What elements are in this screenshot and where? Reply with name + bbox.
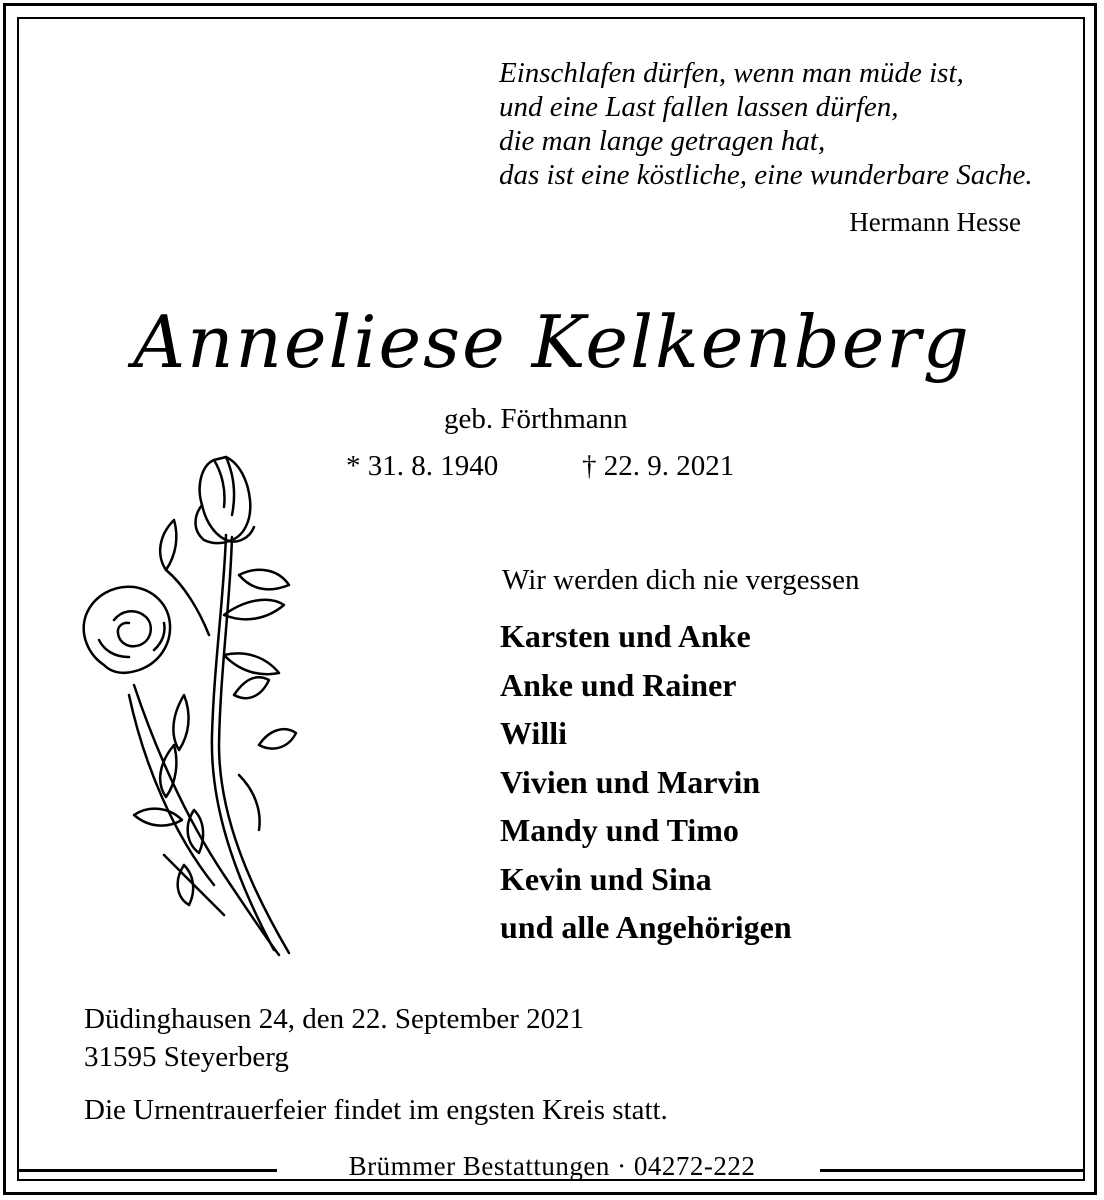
mourner-name: Anke und Rainer	[500, 666, 737, 703]
address-line: Düdinghausen 24, den 22. September 2021	[84, 1003, 585, 1035]
poem	[499, 56, 1039, 192]
poem-line: und eine Last fallen lassen dürfen,	[499, 91, 899, 123]
mourner-name: Vivien und Marvin	[500, 763, 761, 800]
mourners-list	[500, 612, 792, 952]
rose-illustration-icon	[74, 445, 344, 960]
mourner-name: und alle Angehörigen	[500, 909, 792, 945]
birth-date: * 31. 8. 1940	[346, 450, 499, 482]
mourner-name: Willi	[500, 715, 567, 751]
poem-line: die man lange getragen hat,	[499, 125, 826, 157]
farewell-line: Wir werden dich nie vergessen	[502, 564, 860, 596]
mourner-name: Karsten und Anke	[500, 618, 751, 654]
funeral-home: Brümmer Bestattungen · 04272-222	[348, 1151, 756, 1181]
deceased-name: Anneliese Kelkenberg	[133, 300, 971, 384]
mourner-name: Kevin und Sina	[500, 860, 712, 897]
ceremony-note: Die Urnentrauerfeier findet im engsten Kreis statt.	[84, 1094, 668, 1126]
poem-line: Einschlafen dürfen, wenn man müde ist,	[499, 57, 964, 89]
address-line: 31595 Steyerberg	[84, 1041, 289, 1073]
poem-line: das ist eine köstliche, eine wunderbare Sache.	[499, 159, 1033, 191]
footer	[0, 1151, 1104, 1191]
birth-name: geb. Förthmann	[444, 403, 628, 435]
death-date: † 22. 9. 2021	[582, 450, 735, 482]
address-block	[84, 1000, 584, 1076]
mourner-name: Mandy und Timo	[500, 812, 739, 848]
poem-author: Hermann Hesse	[849, 207, 1021, 237]
